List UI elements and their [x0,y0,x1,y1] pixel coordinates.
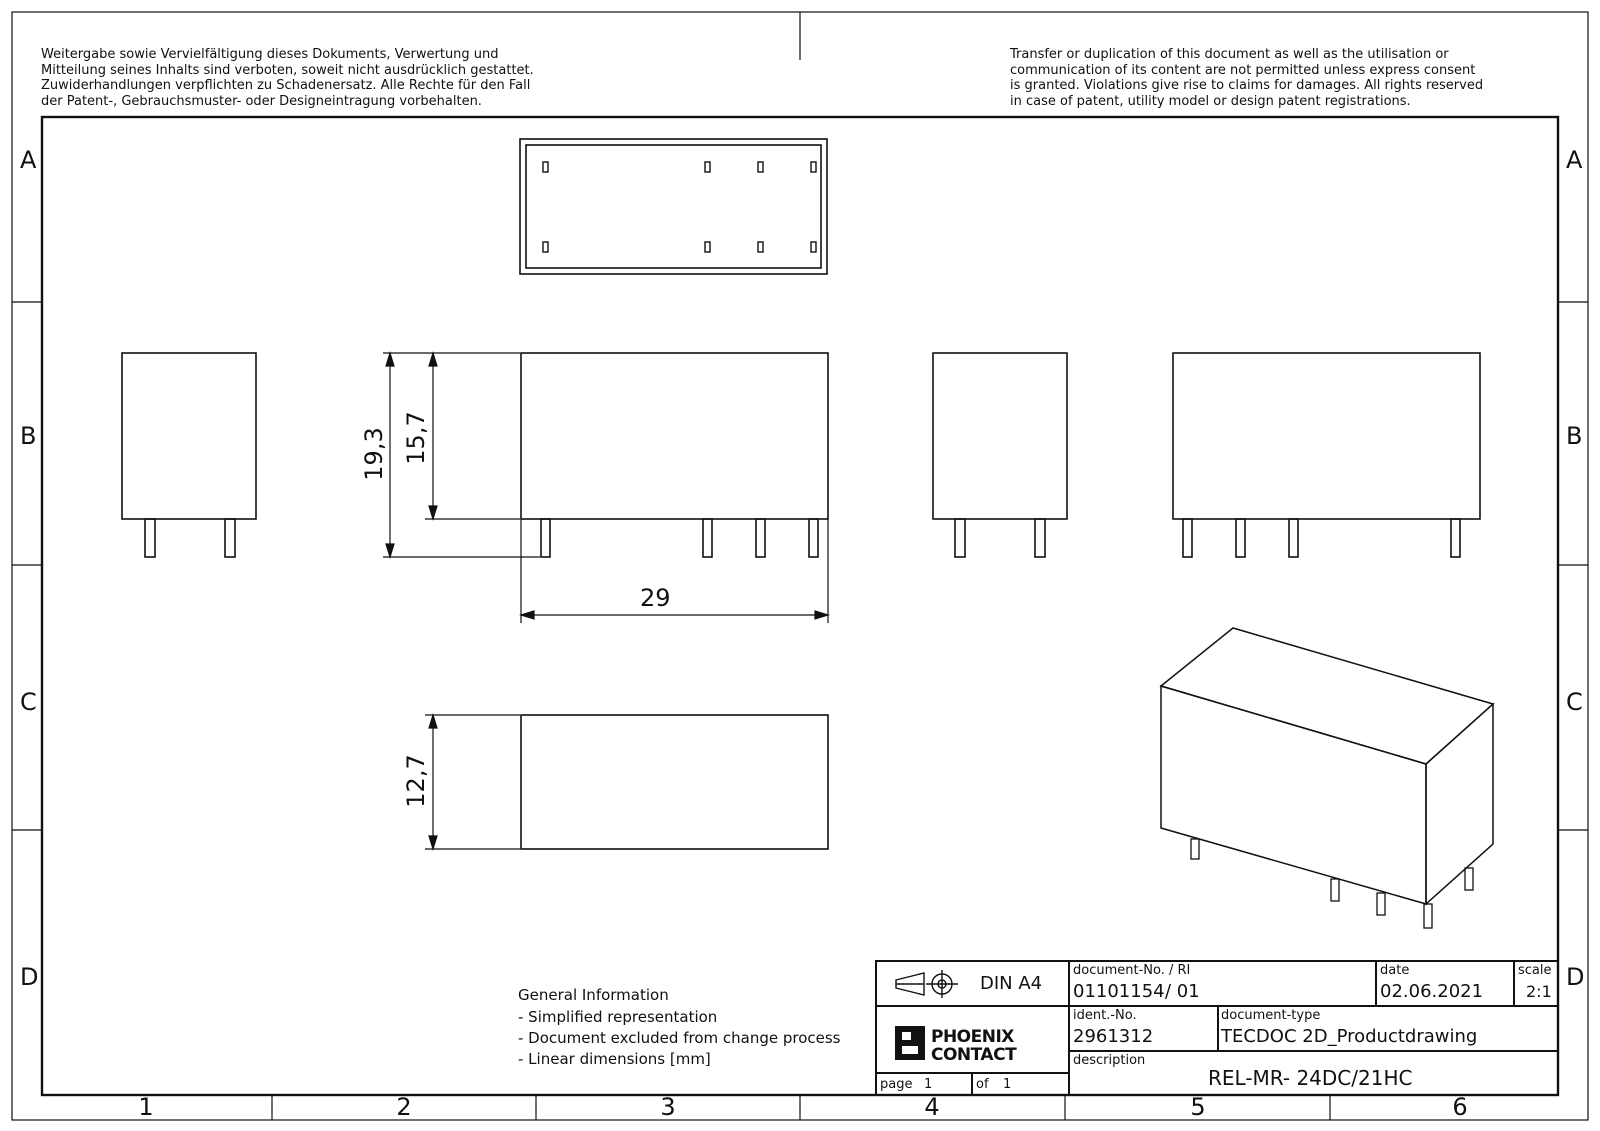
zone-column-label: 2 [396,1093,412,1121]
zone-col-dividers [272,1095,1330,1120]
of-value: 1 [1003,1077,1012,1092]
document-revision: / 01 [1165,981,1200,1002]
of-label: of [976,1077,989,1092]
date-label: date [1380,963,1410,978]
general-info-item: - Linear dimensions [mm] [518,1050,711,1068]
page-label: page [880,1077,913,1092]
zone-column-label: 4 [924,1093,940,1121]
dimension-label-width: 29 [640,584,671,612]
document-type-value: TECDOC 2D_Productdrawing [1221,1026,1478,1047]
scale-label: scale [1518,963,1552,978]
zone-label-right: A [1566,146,1583,174]
legal-notice-german: Weitergabe sowie Vervielfältigung dieses Dokuments, Verwertung und Mitteilung seines Inhalts sind verboten, soweit nicht ausdrücklich gestattet. Zuwiderhandlungen verpflichten zu Schadenersatz. Alle Rechte für den Fall der Patent-, Gebrauchsmuster- oder Designeintragung vorbehalten. [41,47,534,109]
zone-column-label: 5 [1190,1093,1206,1121]
zone-label-left: A [20,146,37,174]
zone-column-label: 3 [660,1093,676,1121]
document-type-label: document-type [1221,1008,1321,1023]
zone-label-right: D [1566,963,1585,991]
dimension-label-height-total: 19,3 [360,427,388,481]
top-view [520,139,827,274]
logo-text-line2: CONTACT [931,1045,1017,1062]
date-value: 02.06.2021 [1380,981,1484,1002]
zone-label-left: C [20,688,37,716]
scale-value: 2:1 [1526,982,1552,1001]
zone-label-right: C [1566,688,1583,716]
zone-column-label: 1 [138,1093,154,1121]
zone-label-left: B [20,422,37,450]
dimension-label-depth: 12,7 [402,754,430,808]
page-value: 1 [924,1077,933,1092]
zone-label-left: D [20,963,39,991]
dimension-lines [383,353,828,849]
sheet-inner-border [42,117,1558,1095]
ident-number-value: 2961312 [1073,1026,1154,1047]
description-label: description [1073,1053,1146,1068]
zone-label-right: B [1566,422,1583,450]
company-logo [895,1024,1043,1062]
front-view [521,353,828,557]
dimension-label-height-body: 15,7 [402,411,430,465]
description-value: REL-MR- 24DC/21HC [1208,1066,1413,1090]
general-info-title: General Information [518,986,669,1004]
bottom-view [521,715,828,849]
document-number-value: 01101154 [1073,981,1165,1002]
legal-notice-english: Transfer or duplication of this document as well as the utilisation or communication of its content are not permitted unless express consent is granted. Violations give rise to claims for damages. All rights reserved in case of patent, utility model or design patent registrations. [1010,47,1484,109]
zone-column-label: 6 [1452,1093,1468,1121]
zone-row-dividers [12,302,1588,830]
isometric-view [1161,628,1493,928]
right-side-view [933,353,1067,557]
rear-view [1173,353,1480,557]
left-side-view [122,353,256,557]
document-number-label: document-No. / RI [1073,963,1191,978]
general-info-item: - Document excluded from change process [518,1029,841,1047]
ident-number-label: ident.-No. [1073,1008,1137,1023]
general-info-item: - Simplified representation [518,1008,718,1026]
paper-format: DIN A4 [980,973,1043,994]
logo-text-line1: PHOENIX [931,1027,1014,1047]
sheet-outer-border [12,12,1588,1120]
projection-symbol-icon [896,970,958,998]
